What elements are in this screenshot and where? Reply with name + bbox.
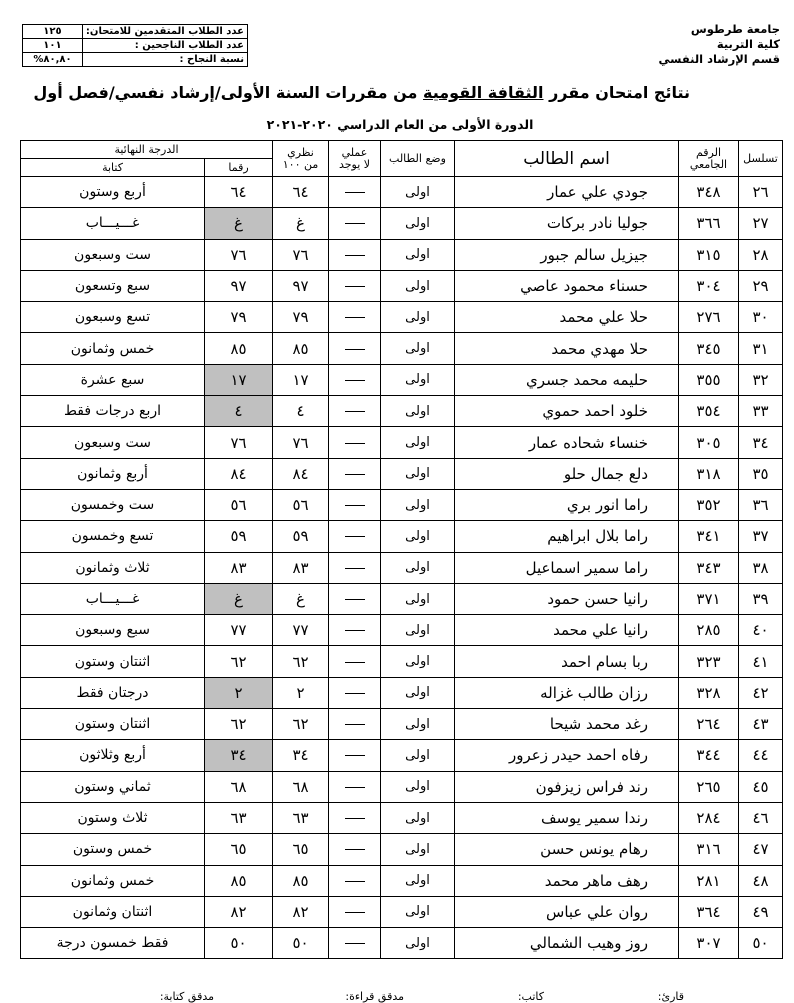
univ-no-cell: ٣٤٤ — [679, 740, 739, 771]
name-cell: خلود احمد حموي — [455, 396, 679, 427]
table-row — [21, 740, 783, 771]
dash-mark — [345, 630, 365, 631]
seq-cell: ٣٩ — [739, 583, 783, 614]
name-cell: رند فراس زيزفون — [455, 771, 679, 802]
status-cell: اولى — [381, 771, 455, 802]
table-row — [21, 928, 783, 959]
name-cell: حليمه محمد جسري — [455, 364, 679, 395]
status-cell: اولى — [381, 239, 455, 270]
faculty-name: كلية التربية — [716, 37, 780, 51]
dash-mark — [345, 818, 365, 819]
theory-cell: ٦٢ — [273, 646, 329, 677]
words-cell: اثنتان وثمانون — [21, 896, 205, 927]
dash-mark — [345, 474, 365, 475]
table-row — [21, 396, 783, 427]
status-cell: اولى — [381, 270, 455, 301]
digits-cell: ٢ — [205, 677, 273, 708]
words-cell: تسع وخمسون — [21, 521, 205, 552]
practical-cell — [329, 208, 381, 239]
theory-cell: ٦٥ — [273, 834, 329, 865]
theory-cell: ٤ — [273, 396, 329, 427]
name-cell: حلا مهدي محمد — [455, 333, 679, 364]
results-table — [20, 140, 783, 959]
stats-label: عدد الطلاب الناجحين : — [82, 39, 247, 53]
practical-cell — [329, 928, 381, 959]
name-cell: روز وهيب الشمالي — [455, 928, 679, 959]
col-univ-no: الرقم الجامعي — [679, 141, 739, 177]
table-row — [21, 583, 783, 614]
univ-no-cell: ٣٥٢ — [679, 489, 739, 520]
practical-cell — [329, 865, 381, 896]
dash-mark — [345, 255, 365, 256]
practical-cell — [329, 615, 381, 646]
name-cell: رهام يونس حسن — [455, 834, 679, 865]
practical-cell — [329, 802, 381, 833]
name-cell: رانيا حسن حمود — [455, 583, 679, 614]
read-checker-signature: مدقق قراءة: — [345, 990, 404, 1003]
table-row — [21, 677, 783, 708]
theory-cell: ١٧ — [273, 364, 329, 395]
table-row — [21, 489, 783, 520]
seq-cell: ٤٢ — [739, 677, 783, 708]
theory-cell: ٨٣ — [273, 552, 329, 583]
digits-cell: ٥٠ — [205, 928, 273, 959]
digits-cell: ٨٥ — [205, 865, 273, 896]
words-cell: اثنتان وستون — [21, 709, 205, 740]
univ-no-cell: ٣٤٥ — [679, 333, 739, 364]
words-cell: درجتان فقط — [21, 677, 205, 708]
digits-cell: ٨٤ — [205, 458, 273, 489]
status-cell: اولى — [381, 302, 455, 333]
theory-cell: غ — [273, 208, 329, 239]
digits-cell: ٩٧ — [205, 270, 273, 301]
name-cell: راما سمير اسماعيل — [455, 552, 679, 583]
name-cell: رانيا علي محمد — [455, 615, 679, 646]
seq-cell: ٤٨ — [739, 865, 783, 896]
name-cell: رفاه احمد حيدر زعرور — [455, 740, 679, 771]
theory-cell: ٩٧ — [273, 270, 329, 301]
univ-no-cell: ٣٤٨ — [679, 177, 739, 208]
name-cell: رندا سمير يوسف — [455, 802, 679, 833]
status-cell: اولى — [381, 896, 455, 927]
words-cell: أربع وثمانون — [21, 458, 205, 489]
univ-no-cell: ٣٢٨ — [679, 677, 739, 708]
words-cell: اثنتان وستون — [21, 646, 205, 677]
seq-cell: ٣٢ — [739, 364, 783, 395]
univ-no-cell: ٢٨٥ — [679, 615, 739, 646]
theory-cell: ٥٦ — [273, 489, 329, 520]
theory-cell: ٨٥ — [273, 333, 329, 364]
digits-cell: ١٧ — [205, 364, 273, 395]
dash-mark — [345, 443, 365, 444]
seq-cell: ٣٨ — [739, 552, 783, 583]
stats-label: نسبة النجاح : — [82, 53, 247, 67]
univ-no-cell: ٣٤٣ — [679, 552, 739, 583]
title-text: من مقررات السنة الأولى/إرشاد نفسي/فصل أول — [33, 83, 424, 102]
theory-cell: ٢ — [273, 677, 329, 708]
univ-no-cell: ٣٠٧ — [679, 928, 739, 959]
table-row — [21, 427, 783, 458]
seq-cell: ٥٠ — [739, 928, 783, 959]
univ-no-cell: ٢٦٥ — [679, 771, 739, 802]
name-cell: حسناء محمود عاصي — [455, 270, 679, 301]
table-row — [21, 521, 783, 552]
name-cell: حلا علي محمد — [455, 302, 679, 333]
name-cell: رزان طالب غزاله — [455, 677, 679, 708]
status-cell: اولى — [381, 740, 455, 771]
words-cell: سبع وسبعون — [21, 615, 205, 646]
name-cell: روان علي عباس — [455, 896, 679, 927]
table-row — [21, 333, 783, 364]
practical-cell — [329, 583, 381, 614]
table-row — [21, 364, 783, 395]
col-words: كتابة — [21, 159, 205, 177]
dash-mark — [345, 662, 365, 663]
theory-cell: ٣٤ — [273, 740, 329, 771]
theory-cell: ٥٠ — [273, 928, 329, 959]
digits-cell: ٧٩ — [205, 302, 273, 333]
table-row — [21, 771, 783, 802]
seq-cell: ٢٨ — [739, 239, 783, 270]
status-cell: اولى — [381, 865, 455, 896]
table-row — [21, 896, 783, 927]
seq-cell: ٤٠ — [739, 615, 783, 646]
dash-mark — [345, 881, 365, 882]
status-cell: اولى — [381, 177, 455, 208]
name-cell: جيزيل سالم جبور — [455, 239, 679, 270]
practical-cell — [329, 302, 381, 333]
dash-mark — [345, 317, 365, 318]
status-cell: اولى — [381, 928, 455, 959]
univ-no-cell: ٢٨٤ — [679, 802, 739, 833]
words-cell: خمس وثمانون — [21, 865, 205, 896]
reader-signature: قارئ: — [657, 990, 684, 1003]
seq-cell: ٢٧ — [739, 208, 783, 239]
seq-cell: ٢٦ — [739, 177, 783, 208]
name-cell: راما انور بري — [455, 489, 679, 520]
status-cell: اولى — [381, 583, 455, 614]
write-checker-signature: مدقق كتابة: — [159, 990, 214, 1003]
name-cell: رهف ماهر محمد — [455, 865, 679, 896]
practical-cell — [329, 239, 381, 270]
practical-cell — [329, 709, 381, 740]
univ-no-cell: ٣٤١ — [679, 521, 739, 552]
univ-no-cell: ٣٢٣ — [679, 646, 739, 677]
digits-cell: ٤ — [205, 396, 273, 427]
practical-cell — [329, 834, 381, 865]
dash-mark — [345, 411, 365, 412]
stats-value: ١٠١ — [23, 39, 83, 53]
col-seq: تسلسل — [739, 141, 783, 177]
univ-no-cell: ٣٦٦ — [679, 208, 739, 239]
status-cell: اولى — [381, 396, 455, 427]
practical-cell — [329, 458, 381, 489]
seq-cell: ٣٧ — [739, 521, 783, 552]
words-cell: ست وخمسون — [21, 489, 205, 520]
theory-cell: ٦٣ — [273, 802, 329, 833]
table-row — [21, 802, 783, 833]
seq-cell: ٤٤ — [739, 740, 783, 771]
seq-cell: ٣٣ — [739, 396, 783, 427]
words-cell: ست وسبعون — [21, 427, 205, 458]
col-name: اسم الطالب — [455, 141, 679, 177]
status-cell: اولى — [381, 802, 455, 833]
seq-cell: ٣٦ — [739, 489, 783, 520]
dash-mark — [345, 912, 365, 913]
table-row — [21, 208, 783, 239]
status-cell: اولى — [381, 427, 455, 458]
words-cell: سبع عشرة — [21, 364, 205, 395]
univ-no-cell: ٣١٦ — [679, 834, 739, 865]
practical-cell — [329, 489, 381, 520]
table-row — [21, 865, 783, 896]
theory-cell: غ — [273, 583, 329, 614]
dash-mark — [345, 849, 365, 850]
digits-cell: ٥٩ — [205, 521, 273, 552]
name-cell: راما بلال ابراهيم — [455, 521, 679, 552]
writer-signature: كاتب: — [517, 990, 544, 1003]
stats-row — [23, 25, 248, 39]
table-row — [21, 458, 783, 489]
theory-cell: ٦٤ — [273, 177, 329, 208]
practical-cell — [329, 552, 381, 583]
theory-cell: ٧٩ — [273, 302, 329, 333]
course-name: الثقافة القومية — [423, 83, 544, 102]
theory-cell: ٥٩ — [273, 521, 329, 552]
univ-no-cell: ٣١٥ — [679, 239, 739, 270]
dash-mark — [345, 380, 365, 381]
dash-mark — [345, 568, 365, 569]
univ-no-cell: ٣٠٥ — [679, 427, 739, 458]
theory-cell: ٧٧ — [273, 615, 329, 646]
practical-cell — [329, 333, 381, 364]
status-cell: اولى — [381, 834, 455, 865]
univ-no-cell: ٢٨١ — [679, 865, 739, 896]
digits-cell: ٣٤ — [205, 740, 273, 771]
words-cell: خمس وثمانون — [21, 333, 205, 364]
seq-cell: ٣٠ — [739, 302, 783, 333]
practical-cell — [329, 364, 381, 395]
univ-no-cell: ٣٥٤ — [679, 396, 739, 427]
status-cell: اولى — [381, 709, 455, 740]
table-row — [21, 177, 783, 208]
table-row — [21, 615, 783, 646]
dash-mark — [345, 693, 365, 694]
words-cell: فقط خمسون درجة — [21, 928, 205, 959]
digits-cell: ٦٣ — [205, 802, 273, 833]
table-row — [21, 646, 783, 677]
name-cell: جوليا نادر بركات — [455, 208, 679, 239]
status-cell: اولى — [381, 677, 455, 708]
status-cell: اولى — [381, 333, 455, 364]
dash-mark — [345, 505, 365, 506]
status-cell: اولى — [381, 364, 455, 395]
practical-cell — [329, 771, 381, 802]
status-cell: اولى — [381, 615, 455, 646]
dash-mark — [345, 192, 365, 193]
words-cell: ثماني وستون — [21, 771, 205, 802]
dash-mark — [345, 536, 365, 537]
exam-session: الدورة الأولى من العام الدراسي ٢٠٢٠-٢٠٢١ — [266, 117, 534, 132]
words-cell: اربع درجات فقط — [21, 396, 205, 427]
univ-no-cell: ٢٦٤ — [679, 709, 739, 740]
digits-cell: ٧٦ — [205, 239, 273, 270]
dash-mark — [345, 724, 365, 725]
digits-cell: ٨٢ — [205, 896, 273, 927]
theory-cell: ٧٦ — [273, 427, 329, 458]
stats-label: عدد الطلاب المتقدمين للامتحان: — [82, 25, 247, 39]
digits-cell: ٥٦ — [205, 489, 273, 520]
seq-cell: ٤٩ — [739, 896, 783, 927]
univ-no-cell: ٣٥٥ — [679, 364, 739, 395]
status-cell: اولى — [381, 521, 455, 552]
dash-mark — [345, 223, 365, 224]
table-row — [21, 834, 783, 865]
words-cell: ثلاث وستون — [21, 802, 205, 833]
theory-cell: ٨٤ — [273, 458, 329, 489]
status-cell: اولى — [381, 208, 455, 239]
digits-cell: ٨٥ — [205, 333, 273, 364]
col-final: الدرجة النهائية — [21, 141, 273, 159]
title-text: نتائج امتحان مقرر — [543, 83, 690, 102]
univ-no-cell: ٣٧١ — [679, 583, 739, 614]
name-cell: رغد محمد شيحا — [455, 709, 679, 740]
stats-row — [23, 53, 248, 67]
dash-mark — [345, 286, 365, 287]
stats-row — [23, 39, 248, 53]
table-row — [21, 239, 783, 270]
practical-cell — [329, 270, 381, 301]
table-row — [21, 302, 783, 333]
digits-cell: ٦٢ — [205, 646, 273, 677]
name-cell: جودي علي عمار — [455, 177, 679, 208]
name-cell: خنساء شحاده عمار — [455, 427, 679, 458]
dash-mark — [345, 943, 365, 944]
seq-cell: ٤١ — [739, 646, 783, 677]
stats-value: ١٢٥ — [23, 25, 83, 39]
status-cell: اولى — [381, 458, 455, 489]
univ-no-cell: ٣٦٤ — [679, 896, 739, 927]
digits-cell: ٨٣ — [205, 552, 273, 583]
seq-cell: ٢٩ — [739, 270, 783, 301]
words-cell: غـــيـــاب — [21, 208, 205, 239]
words-cell: تسع وسبعون — [21, 302, 205, 333]
practical-cell — [329, 177, 381, 208]
col-practical: عملي لا يوجد — [329, 141, 381, 177]
theory-cell: ٨٥ — [273, 865, 329, 896]
practical-cell — [329, 427, 381, 458]
seq-cell: ٣١ — [739, 333, 783, 364]
col-theory: نظري من ١٠٠ — [273, 141, 329, 177]
stats-value: ٨٠,٨٠% — [23, 53, 83, 67]
words-cell: ثلاث وثمانون — [21, 552, 205, 583]
words-cell: ست وسبعون — [21, 239, 205, 270]
practical-cell — [329, 677, 381, 708]
words-cell: خمس وستون — [21, 834, 205, 865]
dash-mark — [345, 599, 365, 600]
digits-cell: ٦٨ — [205, 771, 273, 802]
theory-cell: ٨٢ — [273, 896, 329, 927]
name-cell: دلع جمال حلو — [455, 458, 679, 489]
practical-cell — [329, 896, 381, 927]
status-cell: اولى — [381, 552, 455, 583]
stats-box — [22, 24, 248, 67]
univ-no-cell: ٣٠٤ — [679, 270, 739, 301]
table-row — [21, 709, 783, 740]
digits-cell: غ — [205, 583, 273, 614]
seq-cell: ٤٧ — [739, 834, 783, 865]
seq-cell: ٤٣ — [739, 709, 783, 740]
seq-cell: ٤٥ — [739, 771, 783, 802]
theory-cell: ٦٢ — [273, 709, 329, 740]
digits-cell: ٦٢ — [205, 709, 273, 740]
col-status: وضع الطالب — [381, 141, 455, 177]
digits-cell: ٧٦ — [205, 427, 273, 458]
university-name: جامعة طرطوس — [690, 22, 780, 36]
practical-cell — [329, 646, 381, 677]
institution-header — [580, 22, 780, 67]
univ-no-cell: ٢٧٦ — [679, 302, 739, 333]
seq-cell: ٤٦ — [739, 802, 783, 833]
digits-cell: ٧٧ — [205, 615, 273, 646]
seq-cell: ٣٤ — [739, 427, 783, 458]
dash-mark — [345, 349, 365, 350]
words-cell: غـــيـــاب — [21, 583, 205, 614]
digits-cell: ٦٤ — [205, 177, 273, 208]
words-cell: سبع وتسعون — [21, 270, 205, 301]
dash-mark — [345, 787, 365, 788]
department-name: قسم الإرشاد النفسي — [658, 52, 780, 66]
col-digits: رقما — [205, 159, 273, 177]
digits-cell: ٦٥ — [205, 834, 273, 865]
theory-cell: ٧٦ — [273, 239, 329, 270]
practical-cell — [329, 521, 381, 552]
dash-mark — [345, 755, 365, 756]
theory-cell: ٦٨ — [273, 771, 329, 802]
status-cell: اولى — [381, 489, 455, 520]
page-title — [33, 83, 690, 102]
table-row — [21, 552, 783, 583]
seq-cell: ٣٥ — [739, 458, 783, 489]
status-cell: اولى — [381, 646, 455, 677]
table-row — [21, 270, 783, 301]
words-cell: أربع وثلاثون — [21, 740, 205, 771]
words-cell: أربع وستون — [21, 177, 205, 208]
digits-cell: غ — [205, 208, 273, 239]
name-cell: ربا بسام احمد — [455, 646, 679, 677]
practical-cell — [329, 396, 381, 427]
univ-no-cell: ٣١٨ — [679, 458, 739, 489]
practical-cell — [329, 740, 381, 771]
